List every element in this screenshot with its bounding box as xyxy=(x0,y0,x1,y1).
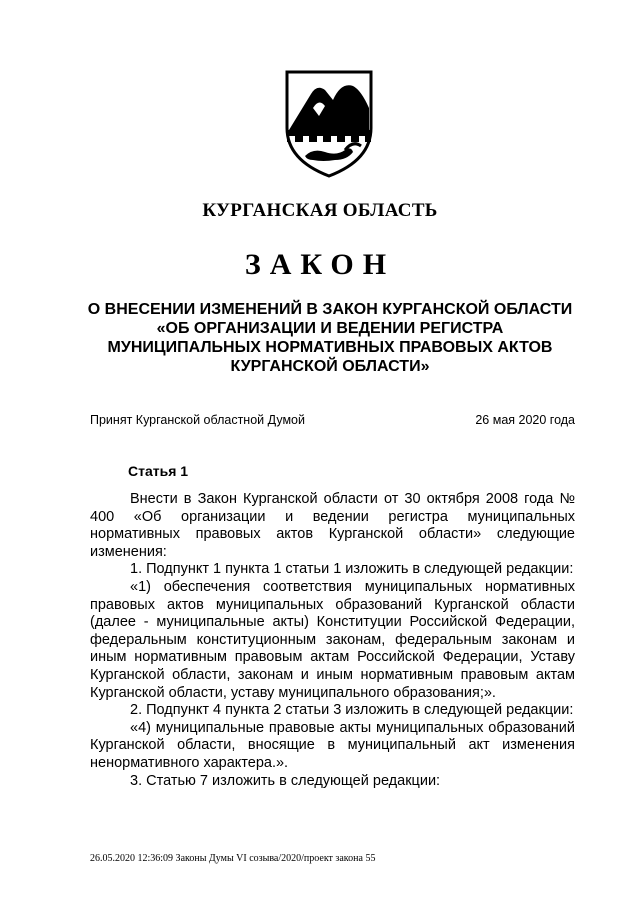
article-body xyxy=(90,491,575,790)
paragraph: 3. Статью 7 изложить в следующей редакции: xyxy=(130,772,441,789)
footer-stamp: 26.05.2020 12:36:09 Законы Думы VI созыва/2020/проект закона 55 xyxy=(90,853,376,864)
paragraph: 1. Подпункт 1 пункта 1 статьи 1 изложить в следующей редакции: xyxy=(130,561,574,578)
article-heading: Статья 1 xyxy=(128,463,189,479)
paragraph: 2. Подпункт 4 пункта 2 статьи 3 изложить в следующей редакции: xyxy=(130,702,574,719)
kurgan-coat-of-arms-icon xyxy=(283,68,375,180)
region-name: КУРГАНСКАЯ ОБЛАСТЬ xyxy=(202,200,438,221)
law-title: О ВНЕСЕНИИ ИЗМЕНЕНИЙ В ЗАКОН КУРГАНСКОЙ ОБЛАСТИ «ОБ ОРГАНИЗАЦИИ И ВЕДЕНИИ РЕГИСТРА МУНИЦИПАЛЬНЫХ НОРМАТИВНЫХ ПРАВОВЫХ АКТОВ КУРГАНСКОЙ ОБЛАСТИ» xyxy=(87,301,573,375)
paragraph: Внести в Закон Курганской области от 30 октября 2008 года № 400 «Об организации и ведении регистра муниципальных нормативных правовых актов Курганской области» следующие изменения: xyxy=(90,491,575,560)
adoption-date: 26 мая 2020 года xyxy=(475,413,575,427)
paragraph: «4) муниципальные правовые акты муниципальных образований Курганской области, вносящие в муниципальный акт изменения ненормативного характера.». xyxy=(90,719,575,771)
document-type: ЗАКОН xyxy=(244,248,396,281)
paragraph: «1) обеспечения соответствия муниципальных нормативных правовых актов муниципальных образований Курганской области (далее - муниципальные акты) Конституции Российской Федерации, федеральным конституционным законам, федеральным законам и иным нормативным правовым актам Российской Федерации, Уставу Курганской области, законам и иным нормативным правовым актам Курганской области, уставу муниципального образования;». xyxy=(90,578,575,701)
adopted-by: Принят Курганской областной Думой xyxy=(90,413,305,427)
